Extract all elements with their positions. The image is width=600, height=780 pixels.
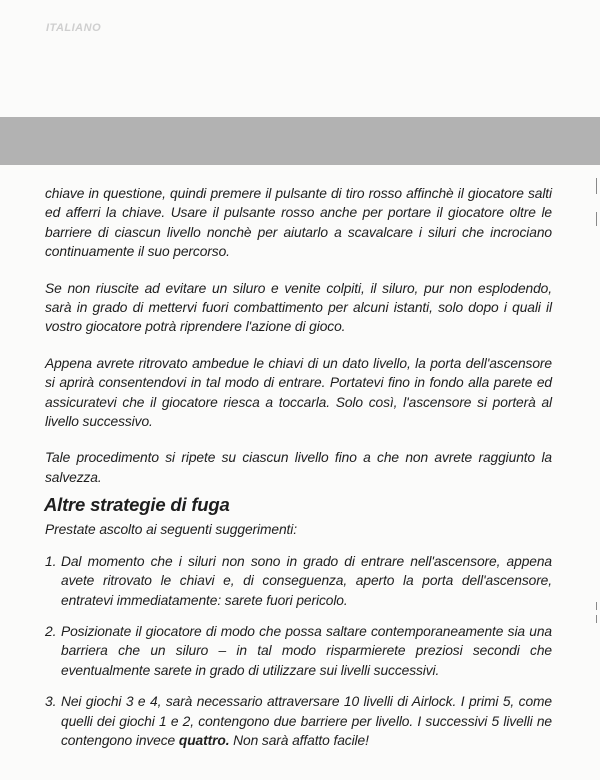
body-paragraph: Se non riuscite ad evitare un siluro e venite colpiti, il siluro, pur non esplodendo, sarà in grado di mettervi fuori combattimento per alcuni istanti, solo dopo i quali il vostro giocatore potrà riprendere l'azione di gioco. xyxy=(45,280,552,335)
list-item-text: Posizionate il giocatore di modo che possa saltare contemporaneamente sia una barriera che un siluro – in tal modo risparmierete preziosi secondi che eventualmente sarete in grado di utilizzare sui livelli successivi. xyxy=(61,623,552,678)
page-body xyxy=(45,184,552,762)
tips-list xyxy=(45,552,552,751)
margin-mark xyxy=(596,602,597,610)
header-band xyxy=(0,117,600,165)
margin-mark xyxy=(596,178,597,194)
list-item xyxy=(45,552,552,610)
body-paragraph: Appena avrete ritrovato ambedue le chiavi di un dato livello, la porta dell'ascensore si aprirà consentendovi in tal modo di entrare. Portatevi fino in fondo alla parete ed assicuratevi che il giocatore riesca a toccarla. Solo così, l'ascensore si porterà al livello successivo. xyxy=(45,355,552,430)
list-item-text-end: Non sarà affatto facile! xyxy=(229,732,369,748)
body-paragraph: chiave in questione, quindi premere il pulsante di tiro rosso affinchè il giocatore salti ed afferri la chiave. Usare il pulsante rosso anche per portare il giocatore oltre le barriere di ciascun livello nonchè per aiutarlo a scavalcare i siluri che incrociano continuamente il suo percorso. xyxy=(45,186,552,260)
list-number: 2. xyxy=(45,623,57,639)
list-number: 1. xyxy=(45,553,57,569)
list-item-text: Dal momento che i siluri non sono in grado di entrare nell'ascensore, appena avete ritrovato le chiavi e, di conseguenza, aperto la porta dell'ascensore, entratevi immediatamente: sarete fuori pericolo. xyxy=(61,553,552,608)
body-paragraph: Tale procedimento si ripete su ciascun livello fino a che non avrete raggiunto la salvezza. xyxy=(45,450,552,485)
section-intro: Prestate ascolto ai seguenti suggerimenti: xyxy=(45,522,297,538)
list-item xyxy=(45,622,552,680)
margin-mark xyxy=(596,212,597,226)
list-item xyxy=(45,692,552,750)
margin-mark xyxy=(596,615,597,623)
emphasis-text: quattro. xyxy=(178,732,230,748)
language-label: ITALIANO xyxy=(46,22,102,34)
section-title: Altre strategie di fuga xyxy=(44,494,230,516)
list-number: 3. xyxy=(45,694,57,710)
list-item-text: Nei giochi 3 e 4, sarà necessario attraversare 10 livelli di Airlock. I primi 5, come quelli dei giochi 1 e 2, contengono due barriere per livello. I successivi 5 livelli ne contengono invece xyxy=(61,694,552,748)
